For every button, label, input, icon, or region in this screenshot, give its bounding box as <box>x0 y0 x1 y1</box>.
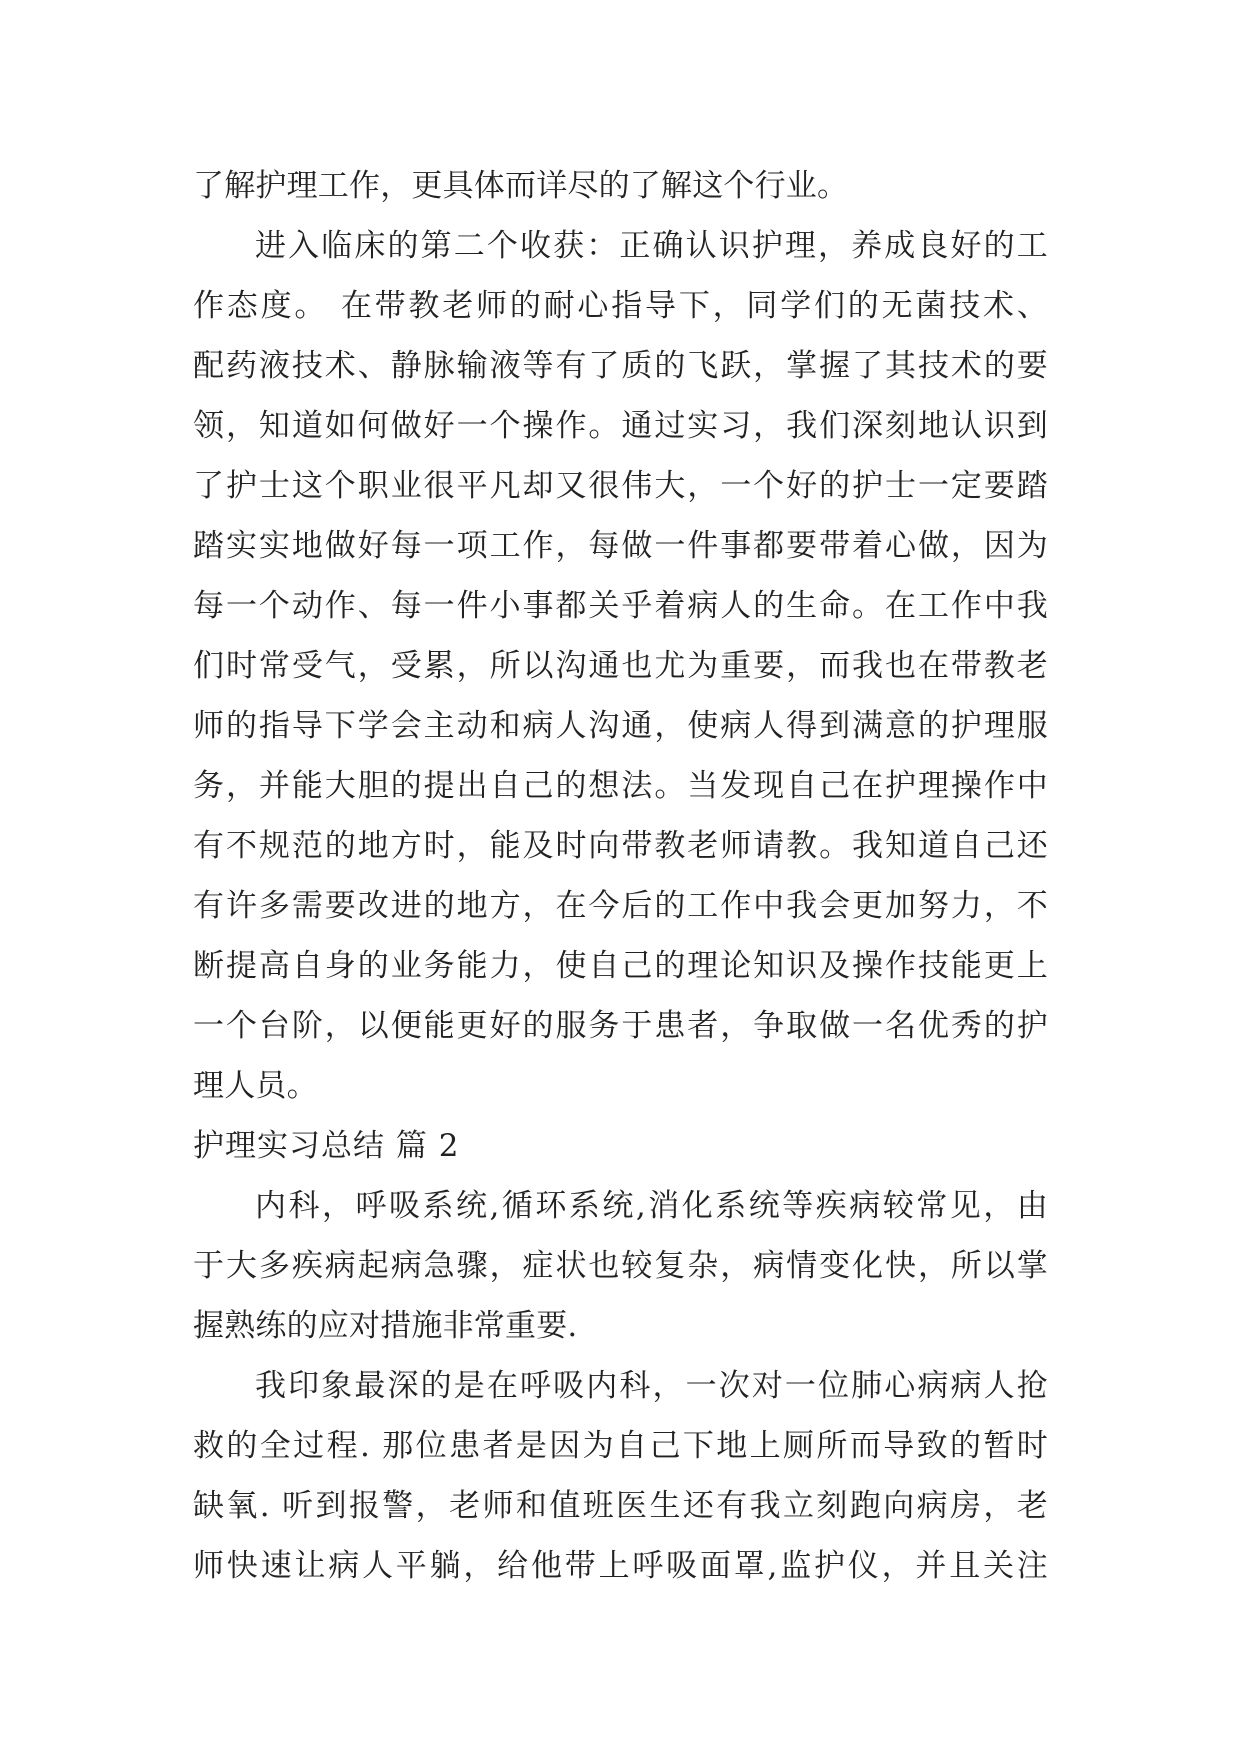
text-line: 有许多需要改进的地方，在今后的工作中我会更加努力，不 <box>193 888 1048 924</box>
text-line: 每一个动作、每一件小事都关乎着病人的生命。在工作中我 <box>193 588 1048 624</box>
paragraph-second-gain <box>193 216 1048 1116</box>
text-line: 作态度。 在带教老师的耐心指导下，同学们的无菌技术、 <box>193 288 1048 324</box>
section-heading: 护理实习总结 篇 2 <box>193 1128 460 1164</box>
text-line: 我印象最深的是在呼吸内科，一次对一位肺心病病人抢 <box>255 1368 1048 1404</box>
text-line: 救的全过程. 那位患者是因为自己下地上厕所而导致的暂时 <box>193 1428 1048 1464</box>
text-line: 一个台阶，以便能更好的服务于患者，争取做一名优秀的护 <box>193 1008 1048 1044</box>
text-line: 内科，呼吸系统,循环系统,消化系统等疾病较常见，由 <box>255 1188 1048 1224</box>
text-line: 断提高自身的业务能力，使自己的理论知识及操作技能更上 <box>193 948 1048 984</box>
text-line: 师的指导下学会主动和病人沟通，使病人得到满意的护理服 <box>193 708 1048 744</box>
paragraph-rescue-story <box>193 1356 1048 1596</box>
text-line: 了护士这个职业很平凡却又很伟大，一个好的护士一定要踏 <box>193 468 1048 504</box>
text-line: 理人员。 <box>193 1068 318 1104</box>
text-line: 有不规范的地方时，能及时向带教老师请教。我知道自己还 <box>193 828 1048 864</box>
text-line: 务，并能大胆的提出自己的想法。当发现自己在护理操作中 <box>193 768 1048 804</box>
document-body <box>193 156 1048 1596</box>
text-line: 了解护理工作，更具体而详尽的了解这个行业。 <box>193 168 849 204</box>
text-line: 进入临床的第二个收获：正确认识护理，养成良好的工 <box>255 228 1048 264</box>
text-line: 于大多疾病起病急骤，症状也较复杂，病情变化快，所以掌 <box>193 1248 1048 1284</box>
paragraph-continuation <box>193 156 1048 216</box>
text-line: 踏实实地做好每一项工作，每做一件事都要带着心做，因为 <box>193 528 1048 564</box>
text-line: 们时常受气，受累，所以沟通也尤为重要，而我也在带教老 <box>193 648 1048 684</box>
text-line: 领，知道如何做好一个操作。通过实习，我们深刻地认识到 <box>193 408 1048 444</box>
text-line: 配药液技术、静脉输液等有了质的飞跃，掌握了其技术的要 <box>193 348 1048 384</box>
text-line: 握熟练的应对措施非常重要. <box>193 1308 578 1344</box>
paragraph-internal-medicine <box>193 1176 1048 1356</box>
text-line: 师快速让病人平躺，给他带上呼吸面罩,监护仪，并且关注 <box>193 1548 1048 1584</box>
text-line: 缺氧. 听到报警，老师和值班医生还有我立刻跑向病房，老 <box>193 1488 1048 1524</box>
